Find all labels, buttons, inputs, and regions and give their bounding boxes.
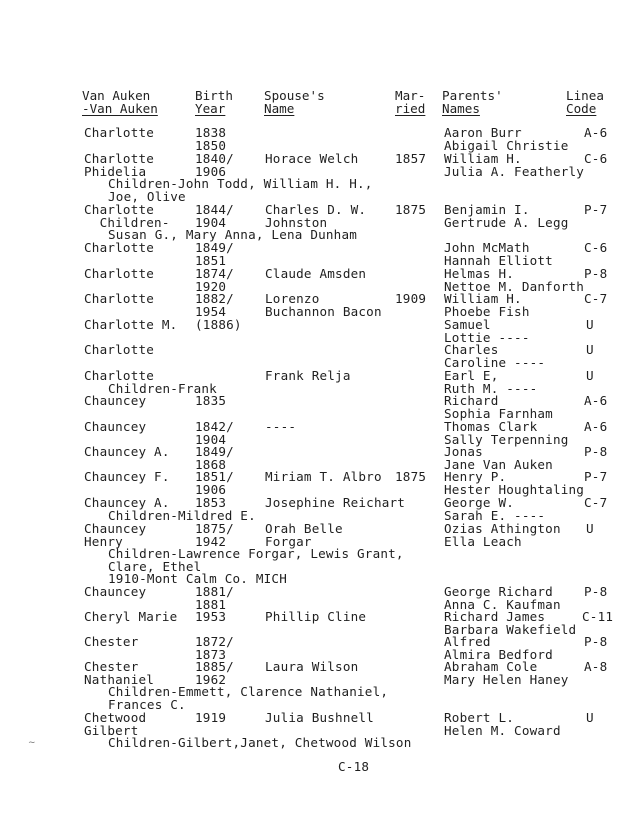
entry-name: Chauncey	[84, 393, 147, 408]
entry-parents: Robert L.	[444, 710, 515, 725]
entry-name: Chetwood	[84, 710, 147, 725]
entry-parents: Sarah E. ----	[444, 507, 546, 523]
entry-birth: 1851/	[195, 469, 234, 484]
entry-birth: 1953	[195, 609, 227, 624]
entry-spouse: Miriam T. Albro	[265, 469, 382, 484]
entry-name: Chauncey A.	[84, 495, 170, 510]
entry-code: U	[586, 342, 594, 357]
entry-spouse: Buchannon Bacon	[265, 303, 382, 319]
entry-children: Children-John Todd, William H. H.,	[108, 176, 373, 192]
entry-code: C-7	[584, 495, 608, 510]
entry-birth: 1920	[195, 278, 227, 294]
header-col1: -Van Auken	[82, 100, 158, 116]
entry-parents: Earl E,	[444, 368, 499, 383]
entry-code: A-8	[584, 659, 608, 674]
entry-name: Charlotte M.	[84, 317, 178, 332]
entry-name: Charlotte	[84, 266, 155, 281]
entry-code: U	[586, 521, 594, 536]
entry-spouse: Johnston	[265, 214, 328, 230]
entry-name: Gilbert	[84, 722, 139, 738]
entry-birth: 1840/	[195, 151, 234, 166]
entry-code: P-8	[584, 266, 608, 281]
entry-birth: 1881	[195, 596, 227, 612]
entry-parents: Sophia Farnham	[444, 405, 553, 421]
entry-birth: 1904	[195, 214, 227, 230]
entry-parents: Almira Bedford	[444, 646, 553, 662]
entry-parents: Ruth M. ----	[444, 380, 538, 396]
entry-birth: 1882/	[195, 291, 234, 306]
entry-parents: Abigail Christie	[444, 137, 569, 153]
entry-parents: Jane Van Auken	[444, 456, 553, 472]
header-col5: Names	[442, 100, 480, 116]
entry-parents: Gertrude A. Legg	[444, 214, 569, 230]
entry-parents: Nettoe M. Danforth	[444, 278, 585, 294]
header-col2: Birth	[195, 88, 233, 103]
entry-birth: 1851	[195, 252, 227, 268]
entry-name: Charlotte	[84, 202, 155, 217]
entry-birth: 1853	[195, 495, 227, 510]
entry-code: U	[586, 317, 594, 332]
entry-name: Chester	[84, 634, 139, 649]
header-col4: Mar-	[395, 88, 426, 103]
header-col2: Year	[195, 100, 226, 116]
page-number: C-18	[338, 759, 370, 774]
entry-parents: Mary Helen Haney	[444, 671, 569, 687]
header-col1: Van Auken	[82, 88, 151, 103]
header-col3: Name	[264, 100, 295, 116]
entry-spouse: Julia Bushnell	[265, 710, 374, 725]
entry-married: 1875	[395, 202, 427, 217]
entry-spouse: Forgar	[265, 533, 312, 549]
entry-parents: Abraham Cole	[444, 659, 538, 674]
entry-birth: 1906	[195, 481, 227, 497]
entry-birth: 1874/	[195, 266, 234, 281]
entry-parents: William H.	[444, 151, 522, 166]
entry-birth: 1835	[195, 393, 227, 408]
entry-spouse: Charles D. W.	[265, 202, 367, 217]
entry-birth: 1872/	[195, 634, 234, 649]
entry-parents: Richard	[444, 393, 499, 408]
entry-code: A-6	[584, 419, 608, 434]
entry-spouse: Horace Welch	[265, 151, 359, 166]
entry-birth: 1942	[195, 533, 227, 549]
header-col4: ried	[395, 100, 426, 116]
entry-parents: Jonas	[444, 444, 483, 459]
entry-birth: 1849/	[195, 444, 234, 459]
entry-code: U	[586, 710, 594, 725]
entry-children: Frances C.	[108, 696, 186, 712]
entry-code: C-6	[584, 240, 608, 255]
entry-parents: Anna C. Kaufman	[444, 596, 561, 612]
entry-parents: Helen M. Coward	[444, 722, 561, 738]
margin-mark: ~	[28, 738, 36, 748]
entry-children: Children-Emmett, Clarence Nathaniel,	[108, 684, 389, 700]
entry-spouse: Orah Belle	[265, 521, 343, 536]
entry-name: Children-	[84, 214, 170, 230]
entry-parents: Henry P.	[444, 469, 507, 484]
entry-children: Children-Gilbert,Janet, Chetwood Wilson	[108, 735, 412, 751]
header-col6: Code	[566, 100, 597, 116]
entry-parents: John McMath	[444, 240, 530, 255]
entry-name: Charlotte	[84, 151, 155, 166]
entry-children: 1910-Mont Calm Co. MICH	[108, 571, 287, 587]
header-col5: Parents'	[442, 88, 503, 103]
entry-code: P-7	[584, 202, 608, 217]
entry-name: Chauncey F.	[84, 469, 170, 484]
entry-parents: William H.	[444, 291, 522, 306]
entry-parents: Julia A. Featherly	[444, 163, 585, 179]
entry-name: Nathaniel	[84, 671, 155, 687]
entry-parents: Richard James	[444, 609, 546, 624]
entry-code: P-8	[584, 584, 608, 599]
entry-children: Joe, Olive	[108, 188, 186, 204]
entry-parents: Hester Houghtaling	[444, 481, 585, 497]
entry-birth: 1849/	[195, 240, 234, 255]
entry-birth: 1875/	[195, 521, 234, 536]
entry-spouse: ----	[265, 419, 297, 434]
entry-children: Susan G., Mary Anna, Lena Dunham	[108, 227, 358, 243]
entry-children: Children-Mildred E.	[108, 507, 256, 523]
entry-name: Henry	[84, 533, 123, 549]
entry-parents: Alfred	[444, 634, 491, 649]
entry-code: A-6	[584, 393, 608, 408]
entry-name: Chauncey	[84, 584, 147, 599]
entry-spouse: Claude Amsden	[265, 266, 367, 281]
entry-parents: Aaron Burr	[444, 125, 522, 140]
entry-spouse: Laura Wilson	[265, 659, 359, 674]
entry-parents: Ozias Athington	[444, 521, 561, 536]
entry-parents: Helmas H.	[444, 266, 515, 281]
entry-name: Chauncey	[84, 419, 147, 434]
entry-name: Charlotte	[84, 342, 155, 357]
entry-name: Chester	[84, 659, 139, 674]
entry-parents: Caroline ----	[444, 354, 546, 370]
entry-parents: Ella Leach	[444, 533, 522, 549]
entry-birth: 1962	[195, 671, 227, 687]
entry-name: Charlotte	[84, 240, 155, 255]
entry-parents: Benjamin I.	[444, 202, 530, 217]
entry-code: C-11	[582, 609, 614, 624]
entry-parents: Charles	[444, 342, 499, 357]
entry-code: P-8	[584, 634, 608, 649]
entry-parents: Thomas Clark	[444, 419, 538, 434]
entry-married: 1875	[395, 469, 427, 484]
entry-parents: Sally Terpenning	[444, 431, 569, 447]
entry-children: Clare, Ethel	[108, 558, 202, 574]
entry-birth: 1844/	[195, 202, 234, 217]
entry-parents: George W.	[444, 495, 515, 510]
entry-parents: George Richard	[444, 584, 553, 599]
entry-birth: 1842/	[195, 419, 234, 434]
entry-code: P-8	[584, 444, 608, 459]
entry-children: Children-Lawrence Forgar, Lewis Grant,	[108, 546, 404, 562]
entry-code: A-6	[584, 125, 608, 140]
entry-parents: Barbara Wakefield	[444, 621, 577, 637]
entry-code: C-6	[584, 151, 608, 166]
entry-birth: (1886)	[195, 317, 242, 332]
entry-parents: Lottie ----	[444, 329, 530, 345]
entry-spouse: Lorenzo	[265, 291, 320, 306]
entry-name: Cheryl Marie	[84, 609, 178, 624]
entry-birth: 1904	[195, 431, 227, 447]
entry-code: U	[586, 368, 594, 383]
entry-spouse: Phillip Cline	[265, 609, 367, 624]
entry-name: Charlotte	[84, 291, 155, 306]
entry-parents: Samuel	[444, 317, 491, 332]
header-col6: Linea	[566, 88, 604, 103]
entry-spouse: Josephine Reichart	[265, 495, 406, 510]
entry-birth: 1885/	[195, 659, 234, 674]
entry-birth: 1868	[195, 456, 227, 472]
entry-birth: 1954	[195, 303, 227, 319]
entry-name: Charlotte	[84, 368, 155, 383]
entry-name: Chauncey A.	[84, 444, 170, 459]
entry-birth: 1850	[195, 137, 227, 153]
entry-code: P-7	[584, 469, 608, 484]
entry-married: 1909	[395, 291, 427, 306]
entry-birth: 1838	[195, 125, 227, 140]
entry-parents: Hannah Elliott	[444, 252, 553, 268]
entry-married: 1857	[395, 151, 427, 166]
entry-name: Charlotte	[84, 125, 155, 140]
entry-parents: Phoebe Fish	[444, 303, 530, 319]
entry-name: Chauncey	[84, 521, 147, 536]
entry-birth: 1873	[195, 646, 227, 662]
entry-name: Phidelia	[84, 163, 147, 179]
entry-birth: 1919	[195, 710, 227, 725]
entry-spouse: Frank Relja	[265, 368, 351, 383]
entry-children: Children-Frank	[108, 380, 217, 396]
entry-code: C-7	[584, 291, 608, 306]
entry-birth: 1906	[195, 163, 227, 179]
entry-birth: 1881/	[195, 584, 234, 599]
header-col3: Spouse's	[264, 88, 325, 103]
